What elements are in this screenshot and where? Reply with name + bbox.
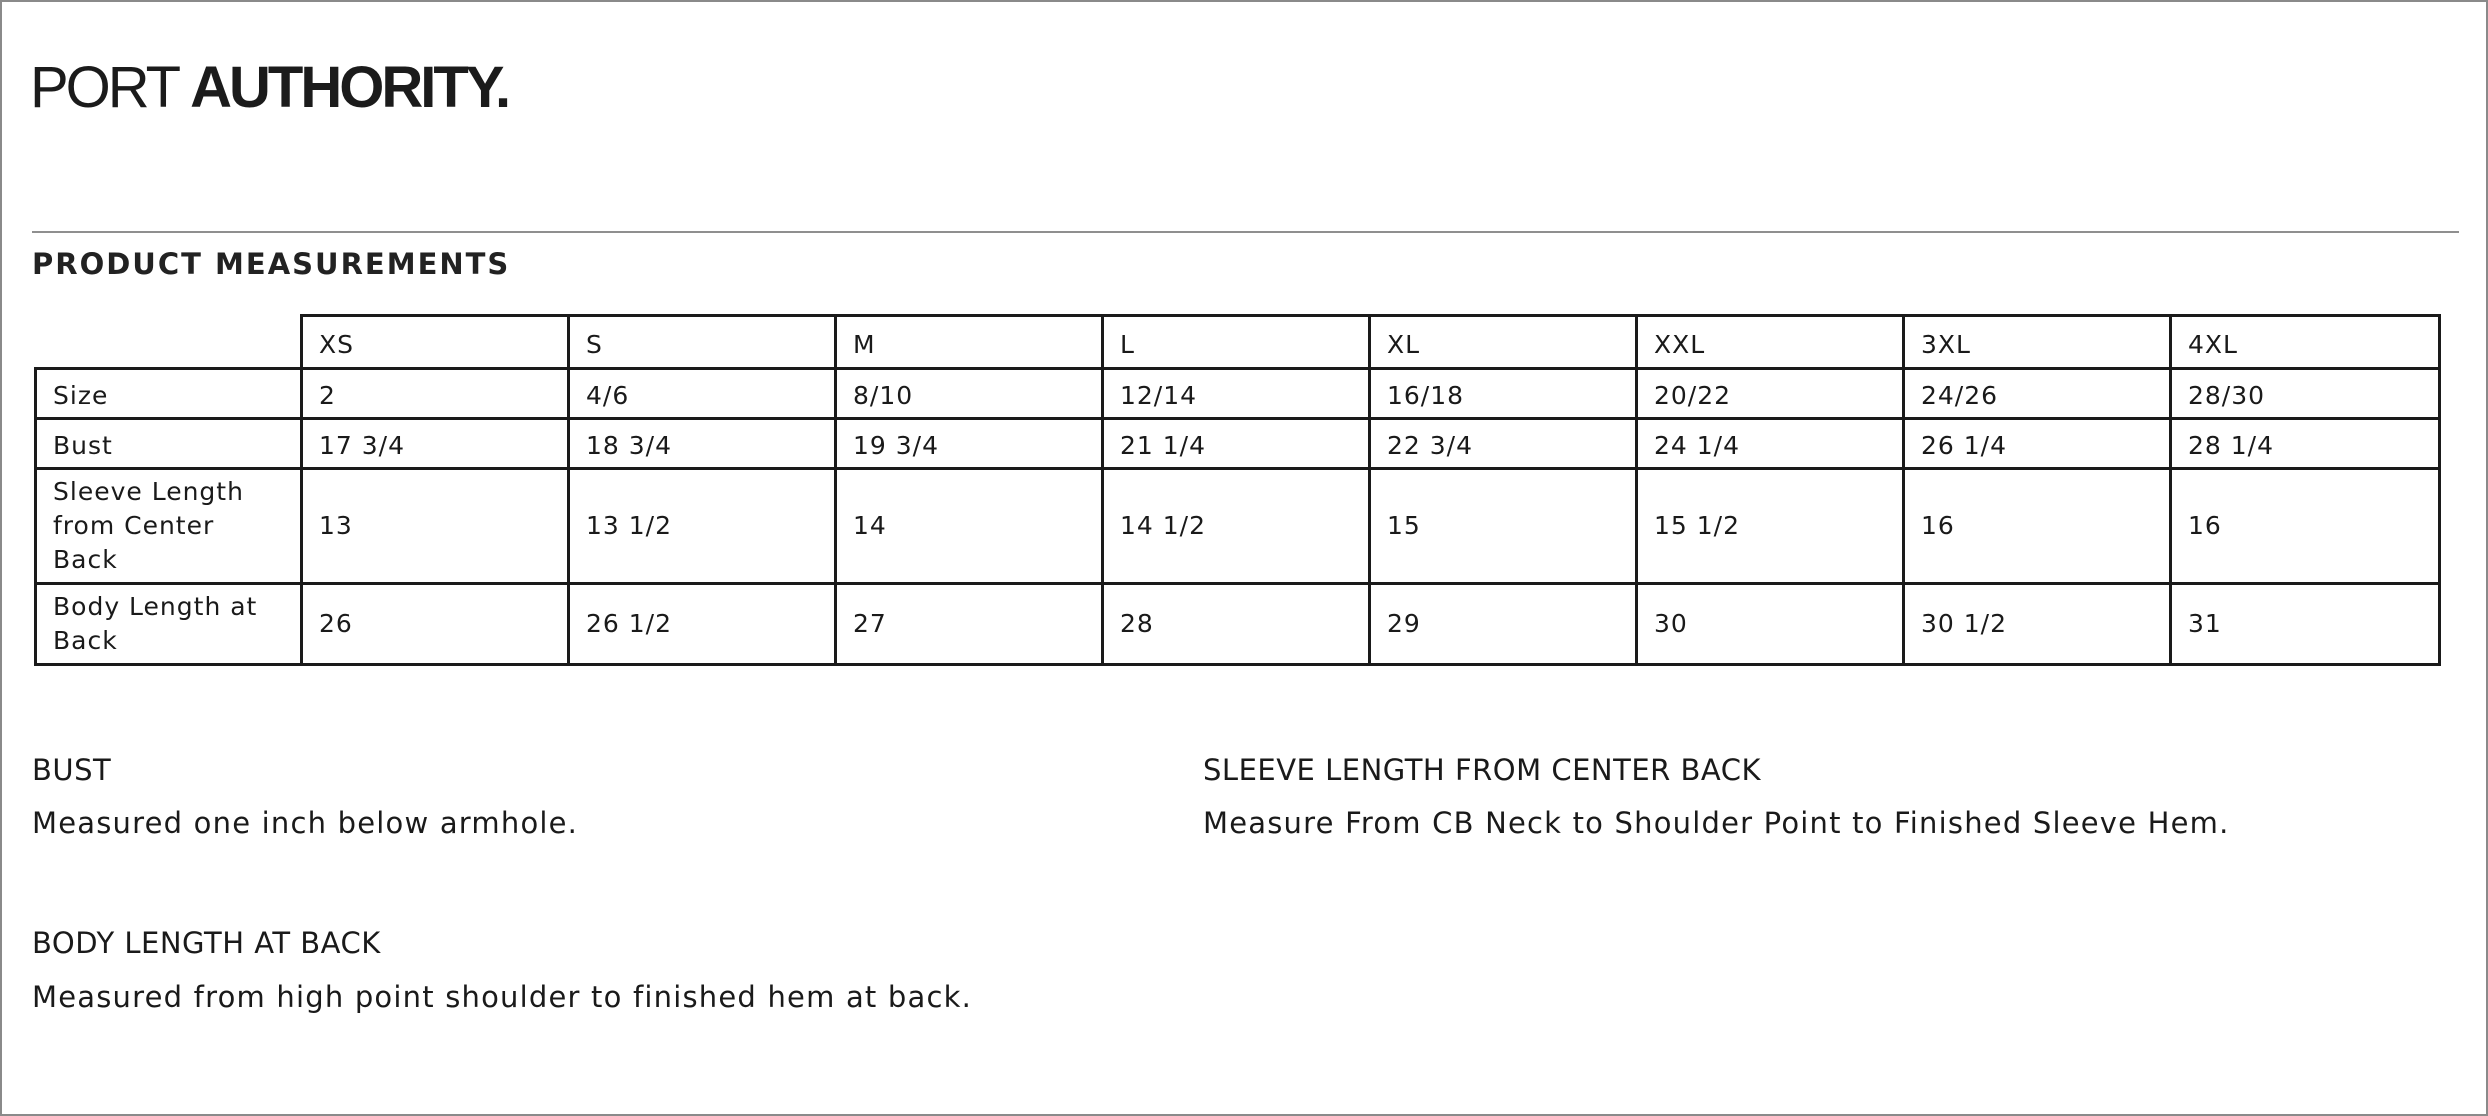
table-cell: 13 1/2 (569, 469, 836, 584)
table-row-size (36, 369, 2440, 419)
table-cell: 22 3/4 (1370, 419, 1637, 469)
row-label: Size (36, 369, 302, 419)
column-header: 3XL (1904, 316, 2171, 369)
column-header: S (569, 316, 836, 369)
column-header: L (1103, 316, 1370, 369)
table-cell: 24 1/4 (1637, 419, 1904, 469)
table-cell: 15 1/2 (1637, 469, 1904, 584)
column-header: XS (302, 316, 569, 369)
bust-note-text: Measured one inch below armhole. (32, 806, 579, 840)
table-cell: 28/30 (2171, 369, 2440, 419)
column-header: XL (1370, 316, 1637, 369)
column-header: 4XL (2171, 316, 2440, 369)
table-cell: 30 (1637, 584, 1904, 665)
size-header-row (36, 316, 2440, 369)
table-cell: 12/14 (1103, 369, 1370, 419)
row-label-line: from Center (53, 511, 215, 540)
logo-word-authority: AUTHORITY. (190, 55, 509, 120)
table-cell: 28 (1103, 584, 1370, 665)
table-cell: 24/26 (1904, 369, 2171, 419)
table-row-body-length (36, 584, 2440, 665)
header-divider (32, 231, 2459, 233)
table-cell: 29 (1370, 584, 1637, 665)
table-cell: 28 1/4 (2171, 419, 2440, 469)
table-cell: 31 (2171, 584, 2440, 665)
table-cell: 14 (836, 469, 1103, 584)
body-length-note-text: Measured from high point shoulder to finished hem at back. (32, 980, 973, 1014)
sleeve-note-text: Measure From CB Neck to Shoulder Point to Finished Sleeve Hem. (1203, 806, 2230, 840)
table-cell: 26 (302, 584, 569, 665)
body-length-note-heading: BODY LENGTH AT BACK (32, 926, 381, 960)
logo-word-port: PORT (30, 55, 178, 120)
table-cell: 16 (2171, 469, 2440, 584)
table-row-sleeve-length (36, 469, 2440, 584)
table-cell: 14 1/2 (1103, 469, 1370, 584)
row-label-line: Back (53, 545, 118, 574)
bust-note-heading: BUST (32, 753, 112, 787)
table-cell: 21 1/4 (1103, 419, 1370, 469)
table-cell: 16 (1904, 469, 2171, 584)
column-header: M (836, 316, 1103, 369)
row-label (36, 584, 302, 665)
row-label (36, 469, 302, 584)
table-cell: 26 1/4 (1904, 419, 2171, 469)
table-cell: 13 (302, 469, 569, 584)
table-cell: 4/6 (569, 369, 836, 419)
table-cell: 27 (836, 584, 1103, 665)
table-cell: 19 3/4 (836, 419, 1103, 469)
column-header: XXL (1637, 316, 1904, 369)
table-cell: 2 (302, 369, 569, 419)
section-title: PRODUCT MEASUREMENTS (32, 247, 511, 281)
row-label: Bust (36, 419, 302, 469)
brand-logo (30, 56, 508, 120)
table-cell: 17 3/4 (302, 419, 569, 469)
table-cell: 18 3/4 (569, 419, 836, 469)
table-cell: 20/22 (1637, 369, 1904, 419)
row-label-line: Body Length at (53, 592, 258, 621)
table-cell: 15 (1370, 469, 1637, 584)
table-cell: 26 1/2 (569, 584, 836, 665)
sleeve-note-heading: SLEEVE LENGTH FROM CENTER BACK (1203, 753, 1761, 787)
table-corner (36, 316, 302, 369)
row-label-line: Sleeve Length (53, 477, 244, 506)
table-cell: 16/18 (1370, 369, 1637, 419)
row-label-line: Back (53, 626, 118, 655)
measurement-table (34, 314, 2441, 666)
table-row-bust (36, 419, 2440, 469)
table-cell: 8/10 (836, 369, 1103, 419)
table-cell: 30 1/2 (1904, 584, 2171, 665)
